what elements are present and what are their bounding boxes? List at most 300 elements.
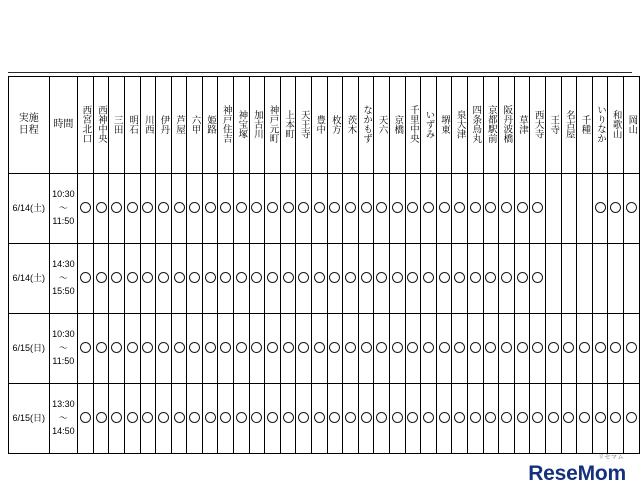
circle-icon [111,342,122,353]
circle-icon [189,272,200,283]
availability-cell [280,314,296,384]
circle-icon [236,272,247,283]
circle-icon [298,202,309,213]
availability-cell [327,174,343,244]
header-course-label: 阪丹波橋 [501,105,513,143]
empty-mark [563,272,574,283]
header-course-label: 和歌山 [610,109,622,139]
header-course-6 [171,77,187,174]
availability-cell [405,314,421,384]
availability-cell [109,384,125,454]
header-course-label: 京橋 [392,114,404,134]
circle-icon [329,272,340,283]
circle-icon [236,412,247,423]
empty-mark [563,202,574,213]
circle-icon [532,342,543,353]
circle-icon [501,202,512,213]
circle-icon [517,272,528,283]
circle-icon [80,342,91,353]
header-course-label: 六甲 [189,114,201,134]
availability-cell [436,314,452,384]
header-course-7 [187,77,203,174]
table-header [9,77,640,174]
header-course-22 [421,77,437,174]
circle-icon [595,342,606,353]
row-time-line: ～ [58,412,68,423]
empty-mark [626,272,637,283]
availability-cell [452,244,468,314]
circle-icon [251,272,262,283]
availability-cell [78,174,94,244]
circle-icon [142,272,153,283]
availability-cell [421,174,437,244]
table-row [9,314,640,384]
availability-cell [608,384,624,454]
circle-icon [595,202,606,213]
availability-cell [514,314,530,384]
circle-icon [96,272,107,283]
availability-cell [467,314,483,384]
circle-icon [251,202,262,213]
empty-mark [548,272,559,283]
table-row [9,174,640,244]
availability-cell [187,174,203,244]
circle-icon [610,342,621,353]
empty-mark [595,272,606,283]
availability-cell [156,174,172,244]
availability-cell [483,174,499,244]
circle-icon [548,412,559,423]
row-time-line: 10:30 [52,189,75,200]
availability-cell [140,384,156,454]
availability-cell [109,314,125,384]
circle-icon [392,342,403,353]
header-course-0 [78,77,94,174]
availability-cell [280,244,296,314]
circle-icon [501,342,512,353]
circle-icon [314,202,325,213]
circle-icon [376,202,387,213]
circle-icon [298,412,309,423]
availability-cell [156,314,172,384]
table-row [9,244,640,314]
circle-icon [454,412,465,423]
header-course-33 [592,77,608,174]
circle-icon [283,342,294,353]
circle-icon [423,412,434,423]
availability-cell [109,244,125,314]
availability-cell [124,384,140,454]
header-course-34 [608,77,624,174]
header-course-label: 千種 [579,114,591,134]
availability-cell [421,384,437,454]
circle-icon [532,272,543,283]
availability-cell [561,174,577,244]
table-header-row [9,77,640,174]
availability-cell [358,314,374,384]
row-time-line: 14:50 [52,426,75,437]
circle-icon [158,412,169,423]
availability-cell [202,384,218,454]
availability-cell [124,244,140,314]
circle-icon [174,202,185,213]
row-time-line: ～ [58,202,68,213]
circle-icon [517,412,528,423]
circle-icon [501,412,512,423]
availability-cell [265,244,281,314]
availability-cell [156,384,172,454]
row-time-line: 13:30 [52,399,75,410]
row-time-line: ～ [58,272,68,283]
header-course-label: 伊丹 [158,114,170,134]
availability-cell [343,244,359,314]
header-course-label: 川西 [142,114,154,134]
circle-icon [174,412,185,423]
circle-icon [267,272,278,283]
empty-mark [610,272,621,283]
availability-cell [140,314,156,384]
circle-icon [439,202,450,213]
circle-icon [501,272,512,283]
availability-cell [545,384,561,454]
circle-icon [267,412,278,423]
circle-icon [345,202,356,213]
empty-mark [548,202,559,213]
circle-icon [454,272,465,283]
row-date-cell: 6/14(土) [9,174,50,244]
availability-cell [530,384,546,454]
availability-cell [374,244,390,314]
header-course-18 [358,77,374,174]
availability-cell [249,174,265,244]
header-course-label: 上本町 [283,109,295,139]
availability-cell [358,174,374,244]
circle-icon [392,272,403,283]
header-course-10 [234,77,250,174]
circle-icon [517,202,528,213]
top-divider-rule [8,72,632,73]
row-time-line: 10:30 [52,329,75,340]
header-course-label: 王寺 [548,114,560,134]
circle-icon [439,412,450,423]
header-course-label: 名古屋 [563,109,575,139]
row-time-cell [49,244,78,314]
circle-icon [251,412,262,423]
availability-cell [218,174,234,244]
circle-icon [111,412,122,423]
header-course-label: 神宝塚 [236,109,248,139]
availability-cell [78,314,94,384]
availability-cell [296,314,312,384]
availability-cell [327,314,343,384]
availability-cell [202,244,218,314]
table-body [9,174,640,454]
row-time-cell [49,174,78,244]
availability-cell [421,244,437,314]
circle-icon [189,202,200,213]
circle-icon [158,342,169,353]
circle-icon [80,412,91,423]
circle-icon [142,342,153,353]
availability-cell [592,384,608,454]
header-course-28 [514,77,530,174]
availability-cell [623,174,639,244]
availability-cell [592,314,608,384]
row-time-line: ～ [58,342,68,353]
availability-cell [280,174,296,244]
circle-icon [532,412,543,423]
circle-icon [283,272,294,283]
brand-sub-text: リセマム [598,455,624,461]
availability-cell [312,174,328,244]
circle-icon [361,412,372,423]
circle-icon [205,272,216,283]
circle-icon [298,272,309,283]
circle-icon [205,412,216,423]
circle-icon [439,272,450,283]
circle-icon [626,342,637,353]
circle-icon [423,202,434,213]
circle-icon [189,412,200,423]
circle-icon [80,272,91,283]
circle-icon [392,202,403,213]
circle-icon [283,412,294,423]
circle-icon [407,412,418,423]
availability-cell [545,314,561,384]
header-course-2 [109,77,125,174]
schedule-table [8,76,640,454]
circle-icon [376,272,387,283]
circle-icon [111,202,122,213]
header-course-label: 天王寺 [298,109,310,139]
circle-icon [158,272,169,283]
row-date-cell: 6/15(日) [9,384,50,454]
availability-cell [561,384,577,454]
availability-cell [374,384,390,454]
availability-cell [234,174,250,244]
row-date-cell: 6/14(土) [9,244,50,314]
availability-cell [530,244,546,314]
header-course-32 [577,77,593,174]
circle-icon [407,202,418,213]
circle-icon [329,412,340,423]
availability-cell [187,384,203,454]
availability-cell [78,384,94,454]
availability-cell [390,244,406,314]
availability-cell [436,384,452,454]
circle-icon [345,342,356,353]
circle-icon [361,272,372,283]
circle-icon [485,342,496,353]
circle-icon [205,202,216,213]
availability-cell [577,244,593,314]
header-course-14 [296,77,312,174]
availability-cell [514,244,530,314]
availability-cell [561,314,577,384]
availability-cell [545,174,561,244]
circle-icon [548,342,559,353]
header-schedule-label-line2: 日程 [18,125,39,136]
availability-cell [171,384,187,454]
availability-cell [561,244,577,314]
availability-cell [312,384,328,454]
availability-cell [140,174,156,244]
header-course-label: 豊中 [314,114,326,134]
availability-cell [374,314,390,384]
availability-cell [265,174,281,244]
header-course-label: 茨木 [345,114,357,134]
header-course-25 [467,77,483,174]
availability-cell [218,384,234,454]
availability-cell [467,244,483,314]
circle-icon [158,202,169,213]
circle-icon [626,202,637,213]
circle-icon [127,272,138,283]
circle-icon [127,412,138,423]
circle-icon [579,342,590,353]
availability-cell [218,244,234,314]
empty-mark [579,272,590,283]
brand-main-text: ReseMom [528,462,626,485]
availability-cell [545,244,561,314]
header-course-label: 四条烏丸 [470,105,482,143]
header-course-label: 枚方 [329,114,341,134]
row-time-cell [49,384,78,454]
header-course-label: 天六 [376,114,388,134]
availability-cell [234,244,250,314]
row-time-line: 15:50 [52,286,75,297]
header-course-24 [452,77,468,174]
availability-cell [327,244,343,314]
header-course-label: 加古川 [251,109,263,139]
header-course-label: 岡山 [626,114,638,134]
availability-cell [405,384,421,454]
availability-cell [608,244,624,314]
circle-icon [532,202,543,213]
availability-cell [249,314,265,384]
circle-icon [267,342,278,353]
availability-cell [390,174,406,244]
availability-cell [467,384,483,454]
circle-icon [579,412,590,423]
header-course-17 [343,77,359,174]
circle-icon [407,342,418,353]
circle-icon [485,202,496,213]
header-course-label: いずみ [423,109,435,139]
header-course-label: 西神中央 [95,105,107,143]
availability-cell [530,314,546,384]
availability-cell [343,314,359,384]
header-course-31 [561,77,577,174]
circle-icon [610,202,621,213]
header-course-27 [499,77,515,174]
availability-cell [93,314,109,384]
circle-icon [314,412,325,423]
circle-icon [96,412,107,423]
header-course-label: 草津 [517,114,528,134]
header-course-11 [249,77,265,174]
circle-icon [361,202,372,213]
availability-cell [467,174,483,244]
availability-cell [483,244,499,314]
circle-icon [485,412,496,423]
circle-icon [127,202,138,213]
circle-icon [142,412,153,423]
circle-icon [376,412,387,423]
circle-icon [407,272,418,283]
header-course-label: 芦屋 [173,114,185,134]
availability-cell [452,314,468,384]
circle-icon [329,342,340,353]
circle-icon [236,202,247,213]
circle-icon [563,342,574,353]
availability-cell [390,384,406,454]
header-course-16 [327,77,343,174]
circle-icon [298,342,309,353]
circle-icon [314,342,325,353]
header-course-30 [545,77,561,174]
header-course-20 [390,77,406,174]
availability-cell [171,314,187,384]
circle-icon [111,272,122,283]
circle-icon [96,202,107,213]
availability-cell [187,314,203,384]
circle-icon [314,272,325,283]
availability-cell [577,384,593,454]
header-course-15 [312,77,328,174]
availability-cell [623,314,639,384]
circle-icon [470,412,481,423]
circle-icon [470,202,481,213]
availability-cell [234,314,250,384]
circle-icon [470,272,481,283]
header-course-label: 京都駅前 [485,105,497,143]
availability-cell [218,314,234,384]
header-course-label: 姫路 [205,114,217,134]
availability-cell [374,174,390,244]
availability-cell [405,244,421,314]
availability-cell [296,244,312,314]
circle-icon [220,272,231,283]
circle-icon [423,272,434,283]
availability-cell [171,244,187,314]
availability-cell [499,174,515,244]
circle-icon [454,202,465,213]
circle-icon [189,342,200,353]
header-course-label: 千里中央 [407,105,419,143]
row-time-line: 11:50 [52,356,75,367]
header-course-8 [202,77,218,174]
header-course-label: 西大寺 [532,109,544,139]
header-course-5 [156,77,172,174]
header-schedule-label [9,77,50,174]
availability-cell [483,384,499,454]
availability-cell [592,174,608,244]
availability-cell [156,244,172,314]
header-course-label: 明石 [127,114,139,134]
header-course-label: 堺東 [439,114,451,134]
availability-cell [623,384,639,454]
circle-icon [470,342,481,353]
header-course-13 [280,77,296,174]
header-course-label: 神戸住吉 [220,105,232,143]
circle-icon [251,342,262,353]
circle-icon [361,342,372,353]
circle-icon [595,412,606,423]
availability-cell [608,174,624,244]
header-course-19 [374,77,390,174]
availability-cell [124,314,140,384]
